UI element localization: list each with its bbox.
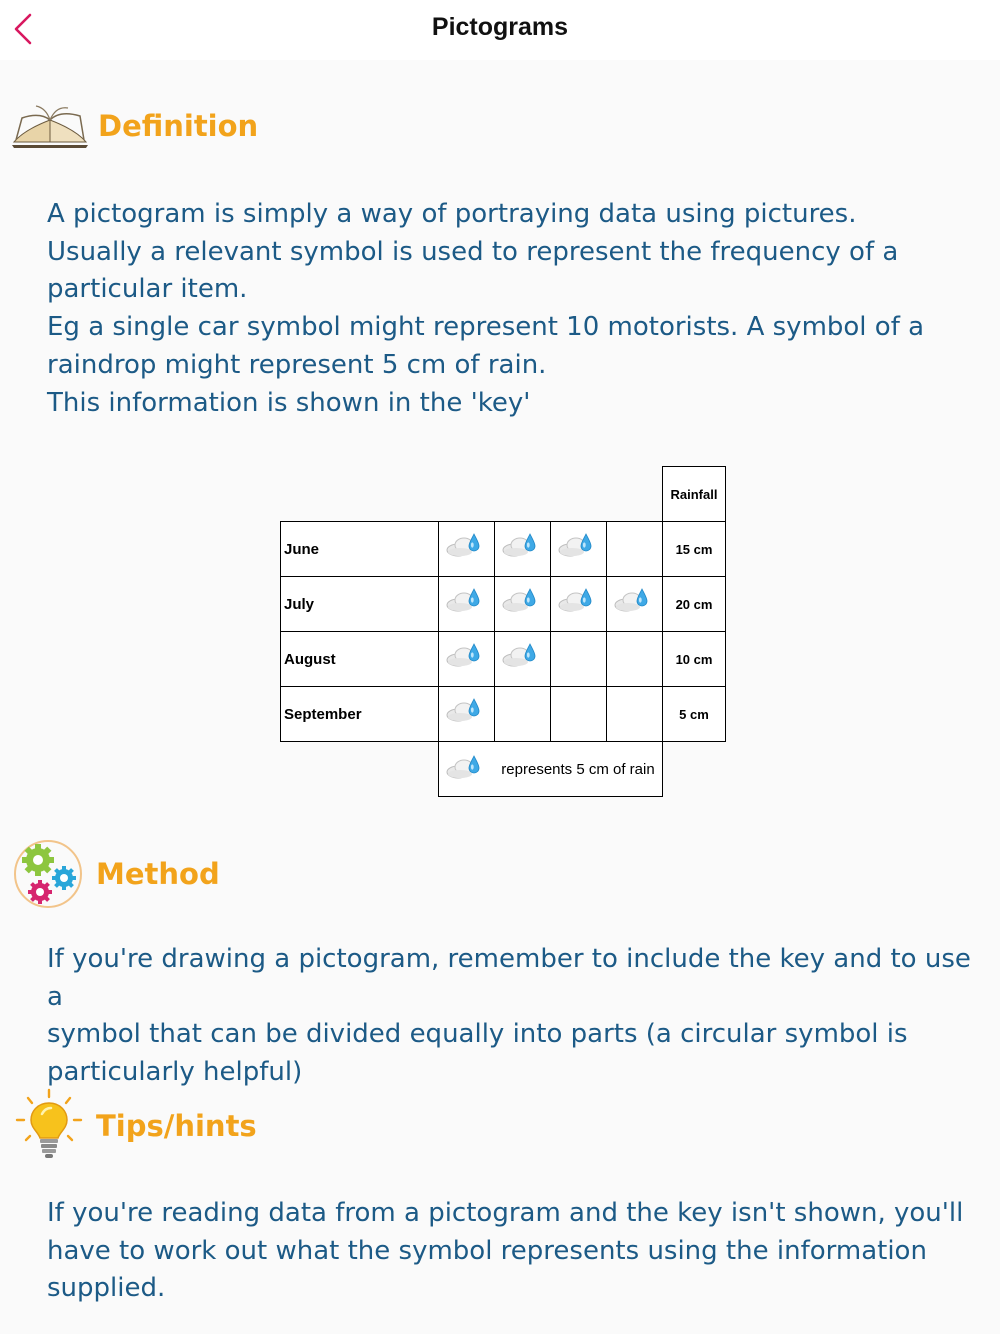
- tips-heading: Tips/hints: [96, 1109, 257, 1143]
- definition-line: This information is shown in the 'key': [47, 387, 531, 418]
- method-line: particularly helpful): [47, 1057, 303, 1088]
- gears-icon: [12, 838, 86, 910]
- method-heading: Method: [96, 857, 220, 891]
- method-header: [12, 838, 220, 910]
- rainfall-value: 10 cm: [662, 631, 726, 687]
- nav-bar: [0, 0, 1000, 60]
- month-label: August: [280, 631, 439, 687]
- definition-line: Usually a relevant symbol is used to represent the frequency of a: [47, 236, 899, 267]
- icon-cell: [550, 631, 607, 687]
- rainfall-header: Rainfall: [662, 466, 726, 522]
- icon-cell: [550, 686, 607, 742]
- definition-line: A pictogram is simply a way of portraying data using pictures.: [47, 199, 857, 229]
- month-label: July: [280, 576, 439, 632]
- rain-cloud-icon: [444, 640, 484, 668]
- rainfall-value: 20 cm: [662, 576, 726, 632]
- page-title: Pictograms: [431, 13, 569, 41]
- method-line: symbol that can be divided equally into parts (a circular symbol is: [47, 1019, 908, 1050]
- lightbulb-icon: [14, 1088, 84, 1164]
- tips-line: have to work out what the symbol represents using the information: [47, 1235, 927, 1266]
- definition-text: [47, 196, 987, 422]
- rain-cloud-icon: [500, 585, 540, 613]
- definition-header: [10, 102, 258, 150]
- open-book-icon: [10, 102, 90, 150]
- icon-cell: [606, 631, 663, 687]
- rain-cloud-icon: [500, 640, 540, 668]
- icon-cell: [494, 686, 551, 742]
- definition-line: raindrop might represent 5 cm of rain.: [47, 349, 547, 380]
- icon-cell: [606, 686, 663, 742]
- rainfall-value: 15 cm: [662, 521, 726, 577]
- rain-cloud-icon: [444, 530, 484, 558]
- rain-cloud-icon: [612, 585, 652, 613]
- icon-cell: [606, 521, 663, 577]
- rainfall-value: 5 cm: [662, 686, 726, 742]
- key-text: represents 5 cm of rain: [494, 741, 663, 797]
- rain-cloud-icon: [556, 585, 596, 613]
- rain-cloud-icon: [444, 752, 484, 780]
- rain-cloud-icon: [500, 530, 540, 558]
- month-label: June: [280, 521, 439, 577]
- tips-header: [14, 1088, 257, 1164]
- tips-line: supplied.: [47, 1273, 166, 1304]
- rain-cloud-icon: [444, 585, 484, 613]
- rain-cloud-icon: [444, 695, 484, 723]
- definition-heading: Definition: [98, 109, 259, 143]
- tips-line: If you're reading data from a pictogram and the key isn't shown, you'll: [47, 1198, 964, 1228]
- definition-line: Eg a single car symbol might represent 10 motorists. A symbol of a: [47, 312, 925, 343]
- month-label: September: [280, 686, 439, 742]
- method-text: [47, 941, 987, 1092]
- method-line: If you're drawing a pictogram, remember to include the key and to use a: [47, 944, 971, 1012]
- definition-line: particular item.: [47, 274, 248, 305]
- tips-text: [47, 1195, 987, 1308]
- rain-cloud-icon: [556, 530, 596, 558]
